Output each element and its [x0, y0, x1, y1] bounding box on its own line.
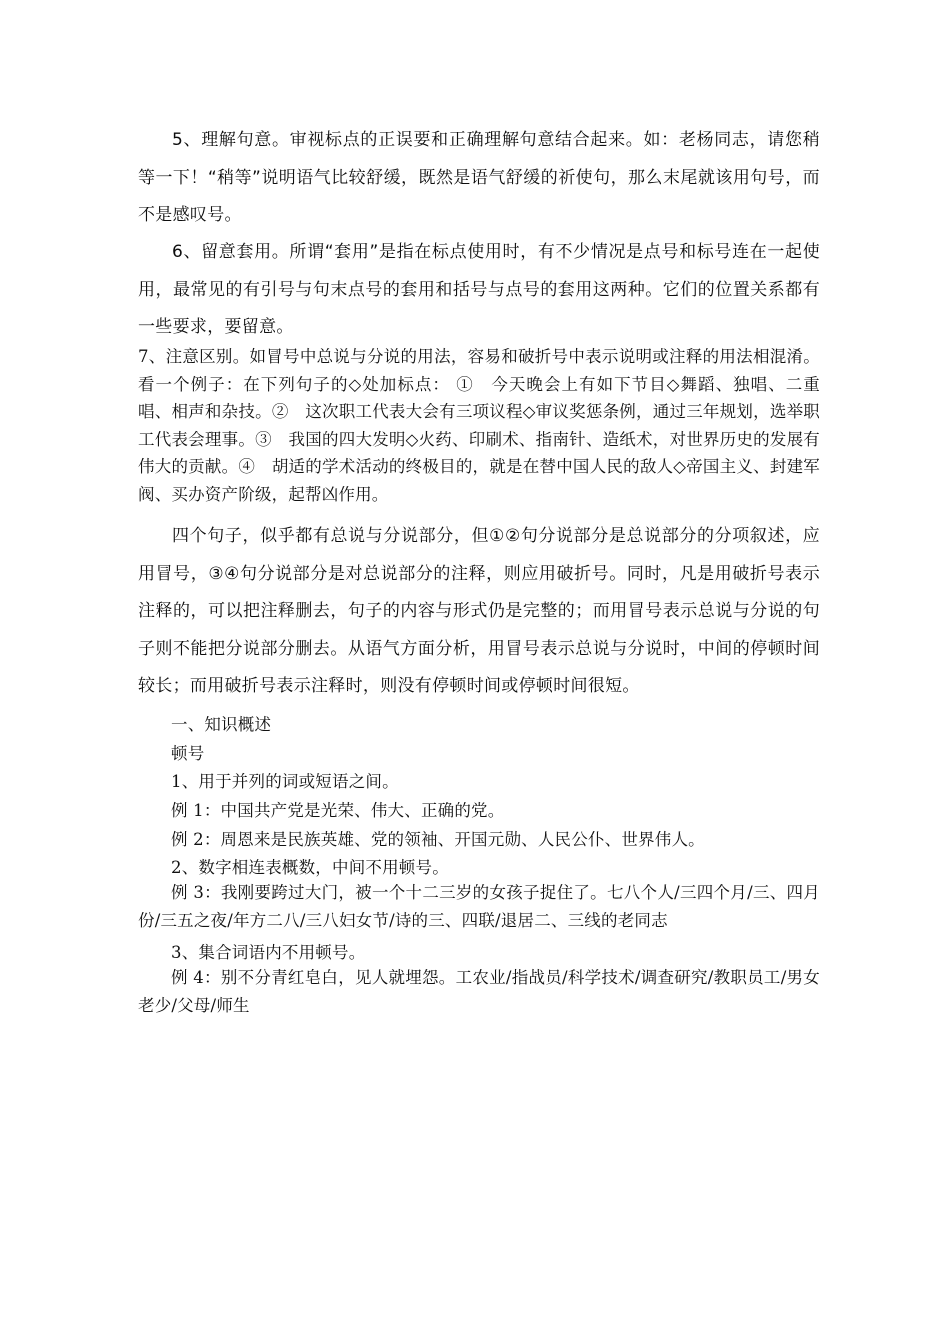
- sub-heading: 顿号: [171, 744, 205, 763]
- paragraph-item-5: 5、理解句意。审视标点的正误要和正确理解句意结合起来。如：老杨同志，请您稍等一下！“稍等”说明语气比较舒缓，既然是语气舒缓的祈使句，那么末尾就该用句号，而不是感叹号。: [138, 130, 820, 225]
- example-2: 例 2：周恩来是民族英雄、党的领袖、开国元勋、人民公仆、世界伟人。: [171, 830, 705, 849]
- paragraph-item-7: 7、注意区别。如冒号中总说与分说的用法，容易和破折号中表示说明或注释的用法相混淆。看一个例子：在下列句子的◇处加标点： ① 今天晚会上有如下节目◇舞蹈、独唱、二重唱、相声和杂技。② 这次职工代表大会有三项议程◇审议奖惩条例，通过三年规划，选举职工代表会理事。③ 我国的四大发明◇火药、印刷术、指南针、造纸术，对世界历史的发展有伟大的贡献。④ 胡适的学术活动的终极目的，就是在替中国人民的敌人◇帝国主义、封建军阀、买办资产阶级，起帮凶作用。: [138, 347, 820, 504]
- paragraph-summary: 四个句子，似乎都有总说与分说部分，但①②句分说部分是总说部分的分项叙述，应用冒号，③④句分说部分是对总说部分的注释，则应用破折号。同时，凡是用破折号表示注释的，可以把注释删去，句子的内容与形式仍是完整的；而用冒号表示总说与分说的句子则不能把分说部分删去。从语气方面分析，用冒号表示总说与分说时，中间的停顿时间较长；而用破折号表示注释时，则没有停顿时间或停顿时间很短。: [138, 526, 820, 696]
- paragraph-item-6: 6、留意套用。所谓“套用”是指在标点使用时，有不少情况是点号和标号连在一起使用，最常见的有引号与句末点号的套用和括号与点号的套用这两种。它们的位置关系都有一些要求，要留意。: [138, 242, 820, 337]
- example-4: 例 4：别不分青红皂白，见人就埋怨。工农业/指战员/科学技术/调查研究/教职员工/男女老少/父母/师生: [138, 968, 820, 1015]
- section-heading: 一、知识概述: [171, 715, 272, 734]
- example-1: 例 1：中国共产党是光荣、伟大、正确的党。: [171, 801, 505, 820]
- rule-2: 2、数字相连表概数，中间不用顿号。: [171, 858, 449, 877]
- rule-3: 3、集合词语内不用顿号。: [171, 943, 366, 962]
- example-3: 例 3：我刚要跨过大门，被一个十二三岁的女孩子捉住了。七八个人/三四个月/三、四月份/三五之夜/年方二八/三八妇女节/诗的三、四联/退居二、三线的老同志: [138, 883, 820, 930]
- rule-1: 1、用于并列的词或短语之间。: [171, 772, 399, 791]
